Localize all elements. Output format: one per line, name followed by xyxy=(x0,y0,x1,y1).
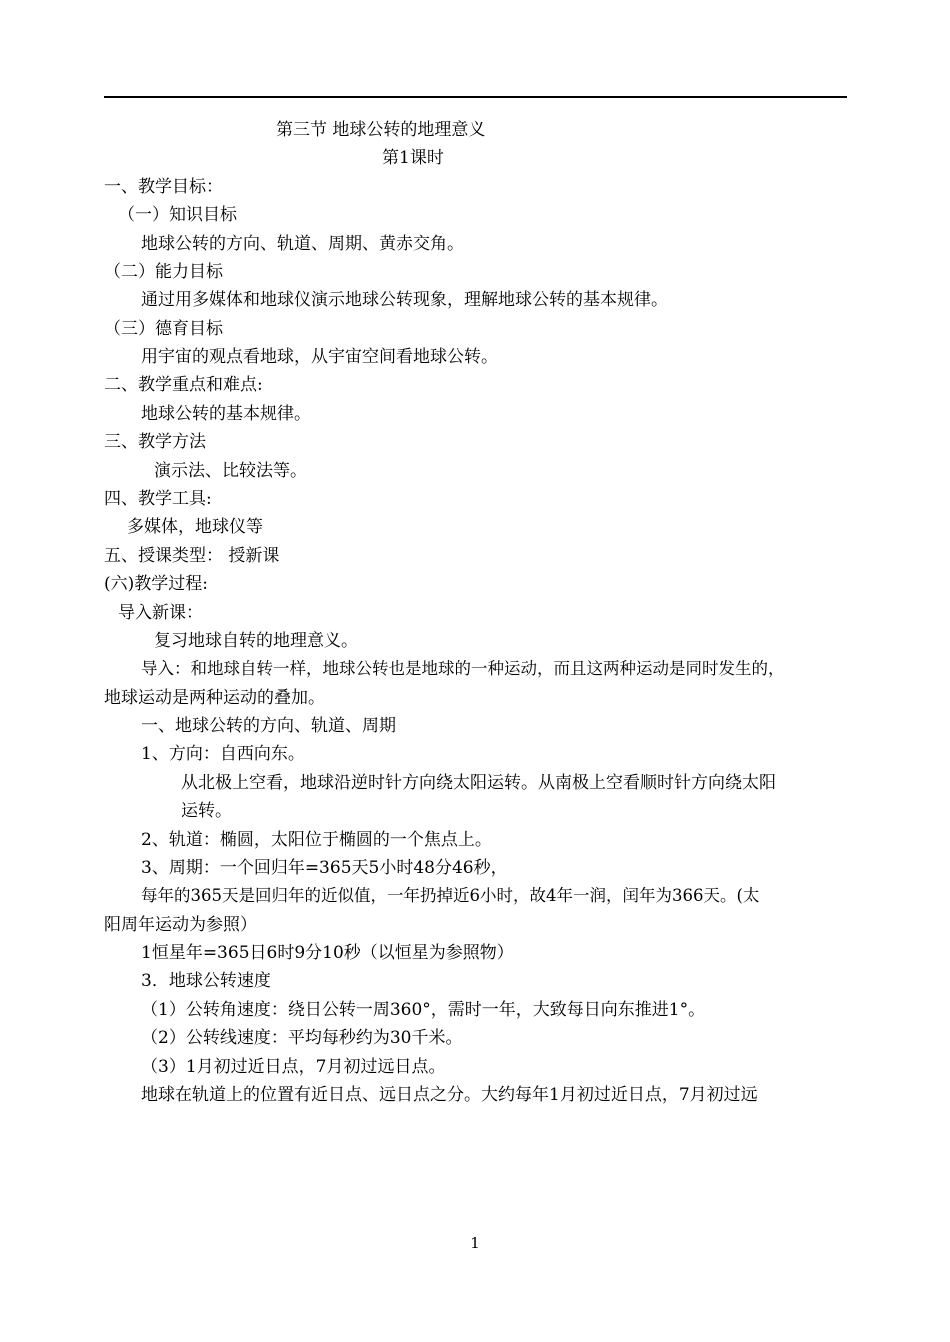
body-line: 地球公转的基本规律。 xyxy=(141,404,311,424)
body-line: 运转。 xyxy=(181,801,232,821)
body-line: 一、地球公转的方向、轨道、周期 xyxy=(141,716,396,736)
page-number: 1 xyxy=(470,1234,480,1252)
body-line: 四、教学工具: xyxy=(104,489,212,509)
body-line: 3、周期：一个回归年=365天5小时48分46秒， xyxy=(141,858,508,878)
body-line: 1、方向：自西向东。 xyxy=(141,744,305,764)
body-line: 从北极上空看，地球沿逆时针方向绕太阳运转。从南极上空看顺时针方向绕太阳 xyxy=(181,773,776,793)
body-line: （三）德育目标 xyxy=(104,319,223,339)
body-line: 地球公转的方向、轨道、周期、黄赤交角。 xyxy=(141,234,464,254)
body-line: 导入新课： xyxy=(118,603,203,623)
document-subtitle: 第1课时 xyxy=(382,148,444,168)
body-line: 演示法、比较法等。 xyxy=(154,461,307,481)
body-line: 1恒星年=365日6时9分10秒（以恒星为参照物） xyxy=(141,943,514,963)
body-line: （二）能力目标 xyxy=(104,262,223,282)
header-rule xyxy=(104,96,847,98)
document-title: 第三节 地球公转的地理意义 xyxy=(276,120,486,140)
body-line: （一）知识目标 xyxy=(118,205,237,225)
body-line: （3）1月初过近日点，7月初过远日点。 xyxy=(141,1057,446,1077)
body-line: 3．地球公转速度 xyxy=(141,971,271,991)
body-line: 用宇宙的观点看地球，从宇宙空间看地球公转。 xyxy=(141,347,498,367)
body-line: 一、教学目标： xyxy=(104,177,223,197)
body-line: 通过用多媒体和地球仪演示地球公转现象，理解地球公转的基本规律。 xyxy=(141,290,668,310)
body-line: 二、教学重点和难点: xyxy=(104,375,263,395)
body-line: 复习地球自转的地理意义。 xyxy=(154,631,358,651)
body-line: 五、授课类型： 授新课 xyxy=(104,546,280,566)
body-line: 多媒体，地球仪等 xyxy=(127,517,263,537)
body-line: 地球在轨道上的位置有近日点、远日点之分。大约每年1月初过近日点，7月初过远 xyxy=(141,1085,758,1105)
body-line: 阳周年运动为参照） xyxy=(104,915,257,935)
body-line: (六)教学过程: xyxy=(104,574,208,594)
body-line: 三、教学方法 xyxy=(104,432,206,452)
body-line: 地球运动是两种运动的叠加。 xyxy=(104,688,325,708)
body-line: 每年的365天是回归年的近似值，一年扔掉近6小时，故4年一润，闰年为366天。(太 xyxy=(141,886,760,905)
body-line: （2）公转线速度：平均每秒约为30千米。 xyxy=(141,1028,463,1048)
body-line: 2、轨道：椭圆，太阳位于椭圆的一个焦点上。 xyxy=(141,830,492,850)
body-line: （1）公转角速度：绕日公转一周360°，需时一年，大致每日向东推进1°。 xyxy=(141,1000,706,1020)
body-line: 导入：和地球自转一样，地球公转也是地球的一种运动，而且这两种运动是同时发生的， xyxy=(141,659,785,678)
